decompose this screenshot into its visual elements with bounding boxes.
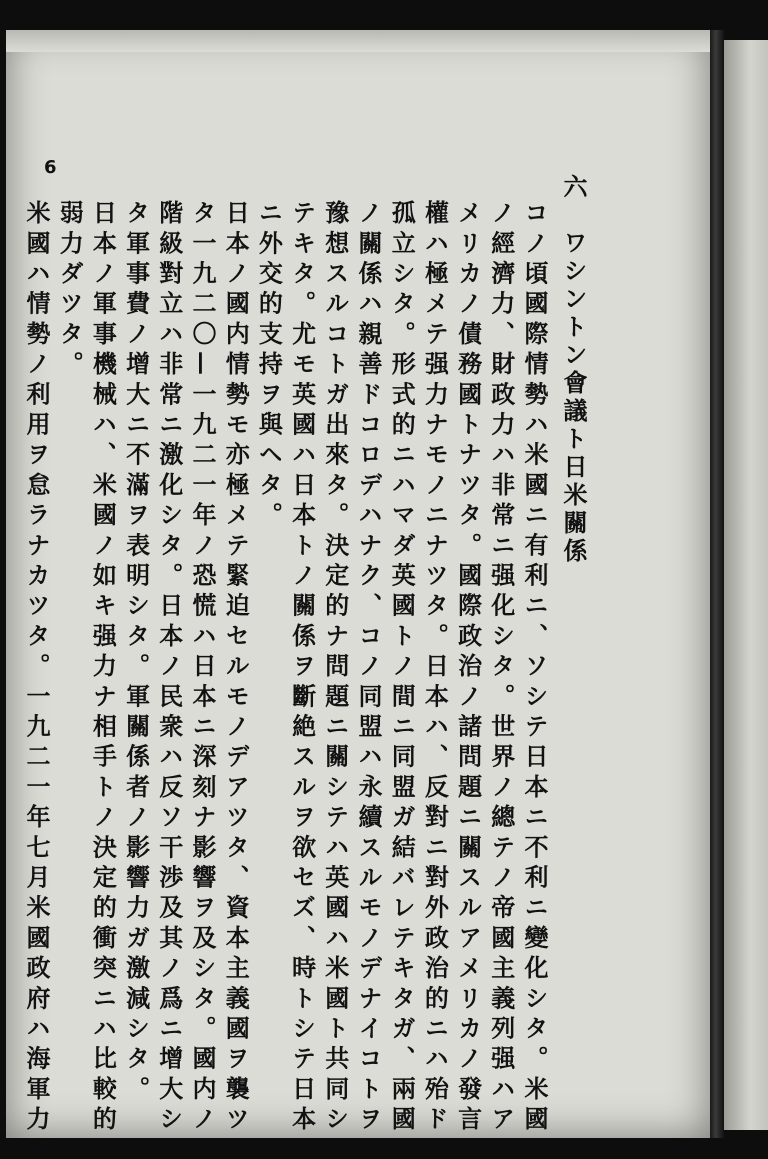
text-column: 權ハ極メテ强力ナモノニナツタ。日本ハ、反對ニ對外政治的ニハ殆ド — [420, 200, 450, 1137]
text-column: 米國ハ情勢ノ利用ヲ怠ラナカツタ。一九二一年七月米國政府ハ海軍力 — [22, 200, 51, 1137]
text-column: ノ經濟力、財政力ハ非常ニ强化シタ。世界ノ總テノ帝國主義列强ハア — [486, 200, 516, 1137]
text-column: タ軍事費ノ增大ニ不滿ヲ表明シタ。軍關係者ノ影響力ガ激減シタ。 — [121, 200, 151, 1106]
text-column: 弱力ダツタ。 — [55, 200, 85, 382]
text-column: ニ外交的支持ヲ與ヘタ。 — [254, 200, 284, 533]
text-column: 日本ノ軍事機械ハ、米國ノ如キ强力ナ相手トノ決定的衝突ニハ比較的 — [88, 200, 118, 1137]
text-column: コノ頃國際情勢ハ米國ニ有利ニ、ソシテ日本ニ不利ニ變化シタ。米國 — [520, 200, 549, 1137]
text-column: 孤立シタ。形式的ニハマダ英國トノ間ニ同盟ガ結バレテキタガ、兩國 — [387, 200, 417, 1137]
text-column: ノ關係ハ親善ドコロデハナク、コノ同盟ハ永續スルモノデナイコトヲ — [354, 200, 383, 1137]
text-column: タ一九二〇—一九二一年ノ恐慌ハ日本ニ深刻ナ影響ヲ及シタ。國内ノ — [188, 200, 217, 1137]
text-column: 階級對立ハ非常ニ激化シタ。日本ノ民衆ハ反ソ干渉及其ノ爲ニ增大シ — [154, 200, 184, 1137]
page-header: 六 ワシントン會議ト日米關係 — [559, 174, 588, 566]
text-column: テキタ。尤モ英國ハ日本トノ關係ヲ斷絶スルヲ欲セズ、時トシテ日本 — [287, 200, 317, 1137]
book-gutter — [710, 30, 724, 1138]
text-column: 日本ノ國内情勢モ亦極メテ緊迫セルモノデアツタ、資本主義國ヲ襲ツ — [221, 200, 251, 1137]
page-number: 6 — [44, 157, 57, 178]
text-column: メリカノ債務國トナツタ。國際政治ノ諸問題ニ關スルアメリカノ發言 — [453, 200, 483, 1137]
adjacent-page-edge — [724, 40, 768, 1130]
text-column: 豫想スルコトガ出來タ。決定的ナ問題ニ關シテハ英國ハ米國ト共同シ — [320, 200, 350, 1137]
